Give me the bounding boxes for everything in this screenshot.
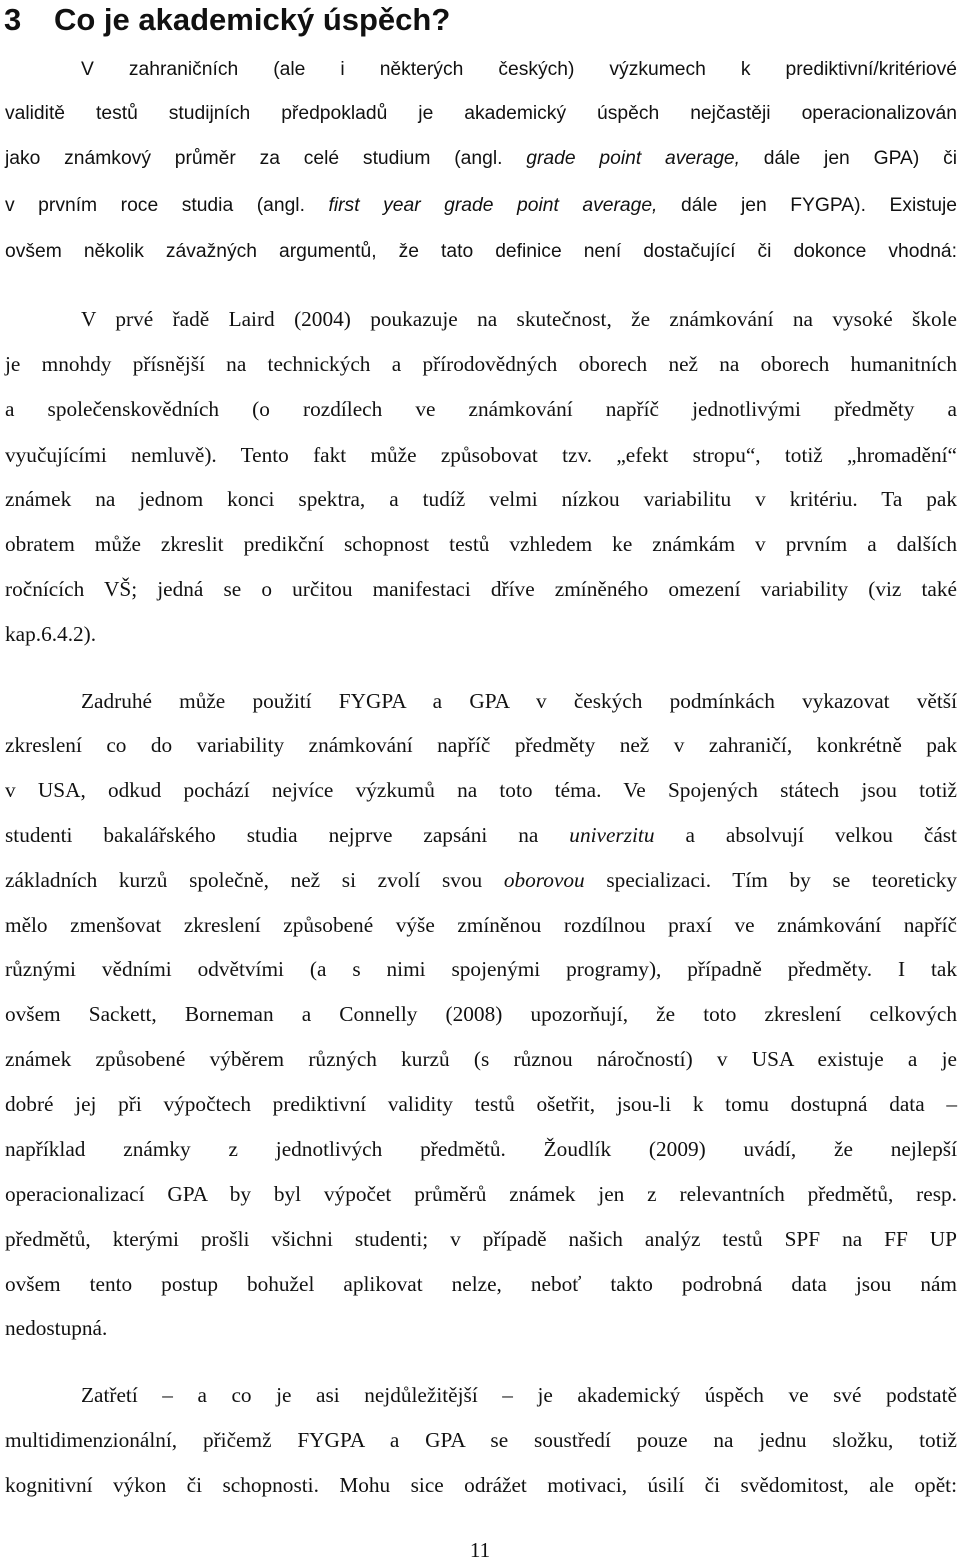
text-line: vyučujícími nemluvě). Tento fakt může způsobovat tzv. „efekt stropu“, totiž „hromadění“ bbox=[5, 443, 957, 467]
text-line: ovšem tento postup bohužel aplikovat nelze, neboť takto podrobná data jsou nám bbox=[5, 1272, 957, 1296]
text-line: zkreslení co do variability známkování napříč předměty než v zahraničí, konkrétně pak bbox=[5, 733, 957, 757]
text-line: ovšem několik závažných argumentů, že tato definice není dostačující či dokonce vhodná: bbox=[5, 241, 957, 262]
text-line: studenti bakalářského studia nejprve zapsáni na univerzitu a absolvují velkou část bbox=[5, 823, 957, 847]
text-line: známek na jednom konci spektra, a tudíž velmi nízkou variabilitu v kritériu. Ta pak bbox=[5, 487, 957, 511]
section-title: Co je akademický úspěch? bbox=[54, 2, 451, 37]
text-line: je mnohdy přísnější na technických a přírodovědných oborech než na oborech humanitních bbox=[5, 352, 957, 376]
text-line: předmětů, kterými prošli všichni studenti; v případě našich analýz testů SPF na FF UP bbox=[5, 1227, 957, 1251]
text-line: V prvé řadě Laird (2004) poukazuje na skutečnost, že známkování na vysoké škole bbox=[81, 307, 957, 331]
text-line: a společenskovědních (o rozdílech ve známkování napříč jednotlivými předměty a bbox=[5, 397, 957, 421]
text-line: v USA, odkud pochází nejvíce výzkumů na toto téma. Ve Spojených státech jsou totiž bbox=[5, 778, 957, 802]
text-line: známek způsobené výběrem různých kurzů (s různou náročností) v USA existuje a je bbox=[5, 1047, 957, 1071]
text-line: validitě testů studijních předpokladů je akademický úspěch nejčastěji operacionalizován bbox=[5, 103, 957, 124]
text-line: mělo zmenšovat zkreslení způsobené výše zmíněnou rozdílnou praxí ve známkování napříč bbox=[5, 913, 957, 937]
text-line: Zatřetí – a co je asi nejdůležitější – je akademický úspěch ve své podstatě bbox=[81, 1383, 957, 1407]
text-line: dobré jej při výpočtech prediktivní validity testů ošetřit, jsou-li k tomu dostupná data – bbox=[5, 1092, 957, 1116]
text-line: multidimenzionální, přičemž FYGPA a GPA se soustředí pouze na jednu složku, totiž bbox=[5, 1428, 957, 1452]
text-line: obratem může zkreslit predikční schopnost testů vzhledem ke známkám v prvním a dalších bbox=[5, 532, 957, 556]
text-line: v prvním roce studia (angl. first year grade point average, dále jen FYGPA). Existuje bbox=[5, 195, 958, 216]
text-line: základních kurzů společně, než si zvolí svou oborovou specializaci. Tím by se teoreticky bbox=[5, 868, 958, 892]
text-line: různými vědními odvětvími (a s nimi spojenými programy), případně předměty. I tak bbox=[5, 957, 957, 981]
text-line: jako známkový průměr za celé studium (angl. grade point average, dále jen GPA) či bbox=[5, 148, 957, 169]
text-line: operacionalizací GPA by byl výpočet průměrů známek jen z relevantních předmětů, resp. bbox=[5, 1182, 957, 1206]
text-line: kap.6.4.2). bbox=[5, 622, 97, 646]
text-line: ovšem Sackett, Borneman a Connelly (2008) upozorňují, že toto zkreslení celkových bbox=[5, 1002, 957, 1026]
section-number: 3 bbox=[4, 2, 22, 37]
text-line: ročnících VŠ; jedná se o určitou manifestaci dříve zmíněného omezení variability (viz také bbox=[5, 577, 957, 601]
text-line: V zahraničních (ale i některých českých) výzkumech k prediktivní/kritériové bbox=[81, 59, 957, 80]
text-line: kognitivní výkon či schopnosti. Mohu sice odrážet motivaci, úsilí či svědomitost, ale opět: bbox=[5, 1473, 957, 1497]
section-heading bbox=[4, 0, 450, 40]
text-line: například známky z jednotlivých předmětů. Žoudlík (2009) uvádí, že nejlepší bbox=[5, 1137, 957, 1161]
page-number: 11 bbox=[469, 1538, 491, 1562]
text-line: Zadruhé může použití FYGPA a GPA v českých podmínkách vykazovat větší bbox=[81, 689, 957, 713]
text-line: nedostupná. bbox=[5, 1316, 108, 1340]
